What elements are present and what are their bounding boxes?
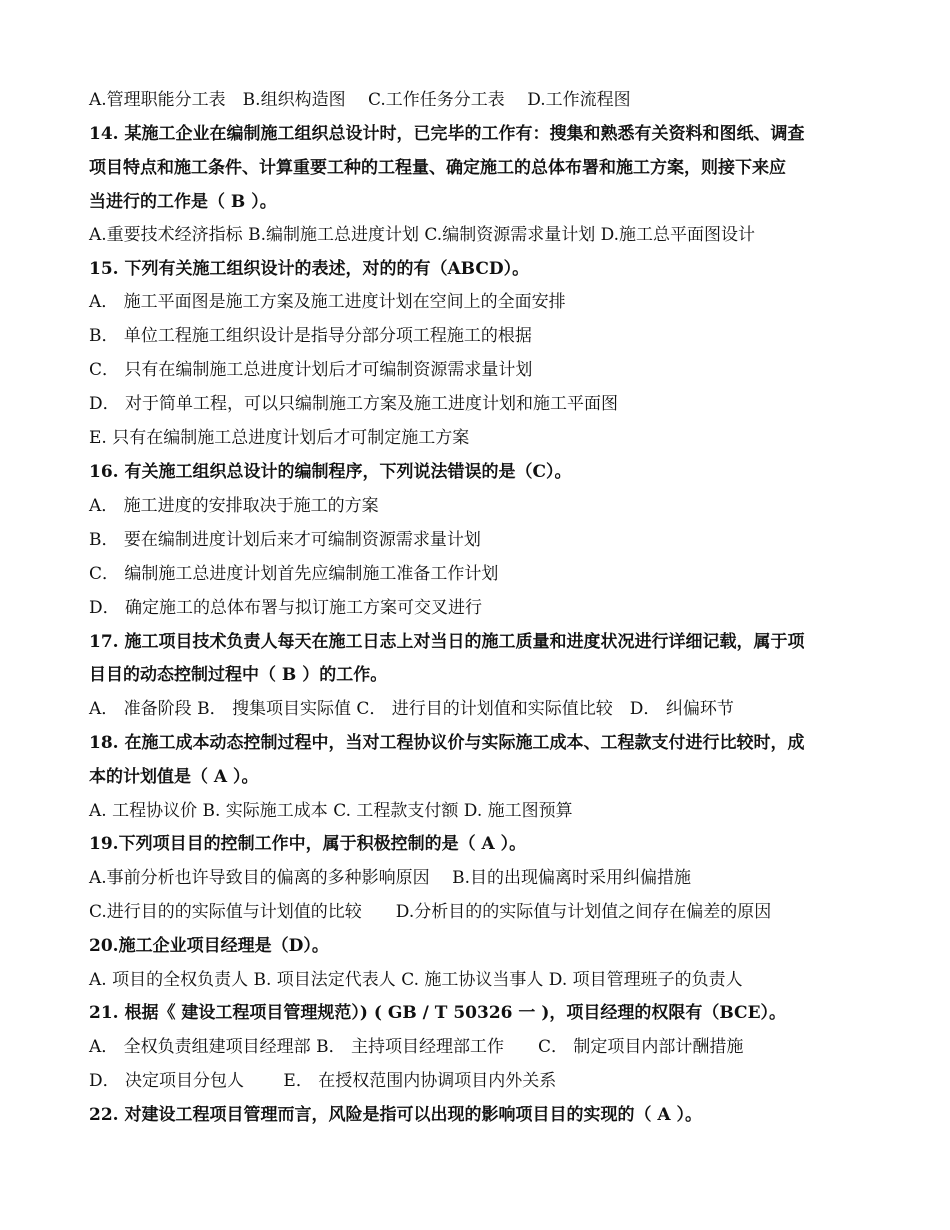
option-e: E. 只有在编制施工总进度计划后才可制定施工方案	[89, 428, 470, 448]
option-c: C． 只有在编制施工总进度计划后才可编制资源需求量计划	[89, 360, 533, 380]
option-b: B． 单位工程施工组织设计是指导分部分项工程施工的根据	[89, 326, 532, 346]
question-17-cont: 目目的动态控制过程中（ B ）的工作。	[89, 665, 388, 685]
question-15: 15. 下列有关施工组织设计的表述，对的的有（ABCD）。	[89, 259, 530, 279]
option-c: C． 编制施工总进度计划首先应编制施工准备工作计划	[89, 564, 499, 584]
question-20: 20.施工企业项目经理是（D）。	[89, 936, 329, 956]
question-18-cont: 本的计划值是（ A ）。	[89, 767, 259, 787]
option-d: D． 对于简单工程，可以只编制施工方案及施工进度计划和施工平面图	[89, 394, 619, 414]
question-14: 14. 某施工企业在编制施工组织总设计时，已完毕的工作有：搜集和熟悉有关资料和图纸、调查	[89, 124, 805, 144]
option-line: C.进行目的的实际值与计划值的比较 D.分析目的的实际值与计划值之间存在偏差的原因	[89, 902, 772, 922]
question-22: 22. 对建设工程项目管理而言，风险是指可以出现的影响项目目的实现的（ A ）。	[89, 1105, 703, 1125]
question-14-cont: 项目特点和施工条件、计算重要工种的工程量、确定施工的总体布署和施工方案，则接下来应	[89, 158, 786, 178]
question-19: 19.下列项目目的控制工作中，属于积极控制的是（ A ）。	[89, 834, 527, 854]
option-line: A.重要技术经济指标 B.编制施工总进度计划 C.编制资源需求量计划 D.施工总平面图设计	[89, 225, 756, 245]
option-b: B． 要在编制进度计划后来才可编制资源需求量计划	[89, 530, 481, 550]
option-d: D． 确定施工的总体布署与拟订施工方案可交叉进行	[89, 598, 483, 618]
option-line: A． 全权负责组建项目经理部 B． 主持项目经理部工作 C． 制定项目内部计酬措施	[89, 1037, 744, 1057]
question-17: 17. 施工项目技术负责人每天在施工日志上对当日的施工质量和进度状况进行详细记载，属于项	[89, 632, 805, 652]
option-a: A． 施工平面图是施工方案及施工进度计划在空间上的全面安排	[89, 292, 566, 312]
question-16: 16. 有关施工组织总设计的编制程序，下列说法错误的是（C）。	[89, 462, 572, 482]
question-21: 21. 根据《 建设工程项目管理规范）) ( GB / T 50326 一 )，项目经理的权限有（BCE）。	[89, 1003, 787, 1023]
option-line: A.管理职能分工表 B.组织构造图 C.工作任务分工表 D.工作流程图	[89, 90, 631, 110]
option-line: A.事前分析也许导致目的偏离的多种影响原因 B.目的出现偏离时采用纠偏措施	[89, 868, 691, 888]
question-18: 18. 在施工成本动态控制过程中，当对工程协议价与实际施工成本、工程款支付进行比较时，成	[89, 733, 805, 753]
option-line: A． 准备阶段 B． 搜集项目实际值 C． 进行目的计划值和实际值比较 D． 纠偏环节	[89, 699, 734, 719]
option-line: A. 项目的全权负责人 B. 项目法定代表人 C. 施工协议当事人 D. 项目管理班子的负责人	[89, 970, 743, 990]
option-line: D． 决定项目分包人 E． 在授权范围内协调项目内外关系	[89, 1071, 557, 1091]
question-14-cont: 当进行的工作是（ B ）。	[89, 192, 277, 212]
option-a: A． 施工进度的安排取决于施工的方案	[89, 496, 379, 516]
option-line: A. 工程协议价 B. 实际施工成本 C. 工程款支付额 D. 施工图预算	[89, 801, 573, 821]
